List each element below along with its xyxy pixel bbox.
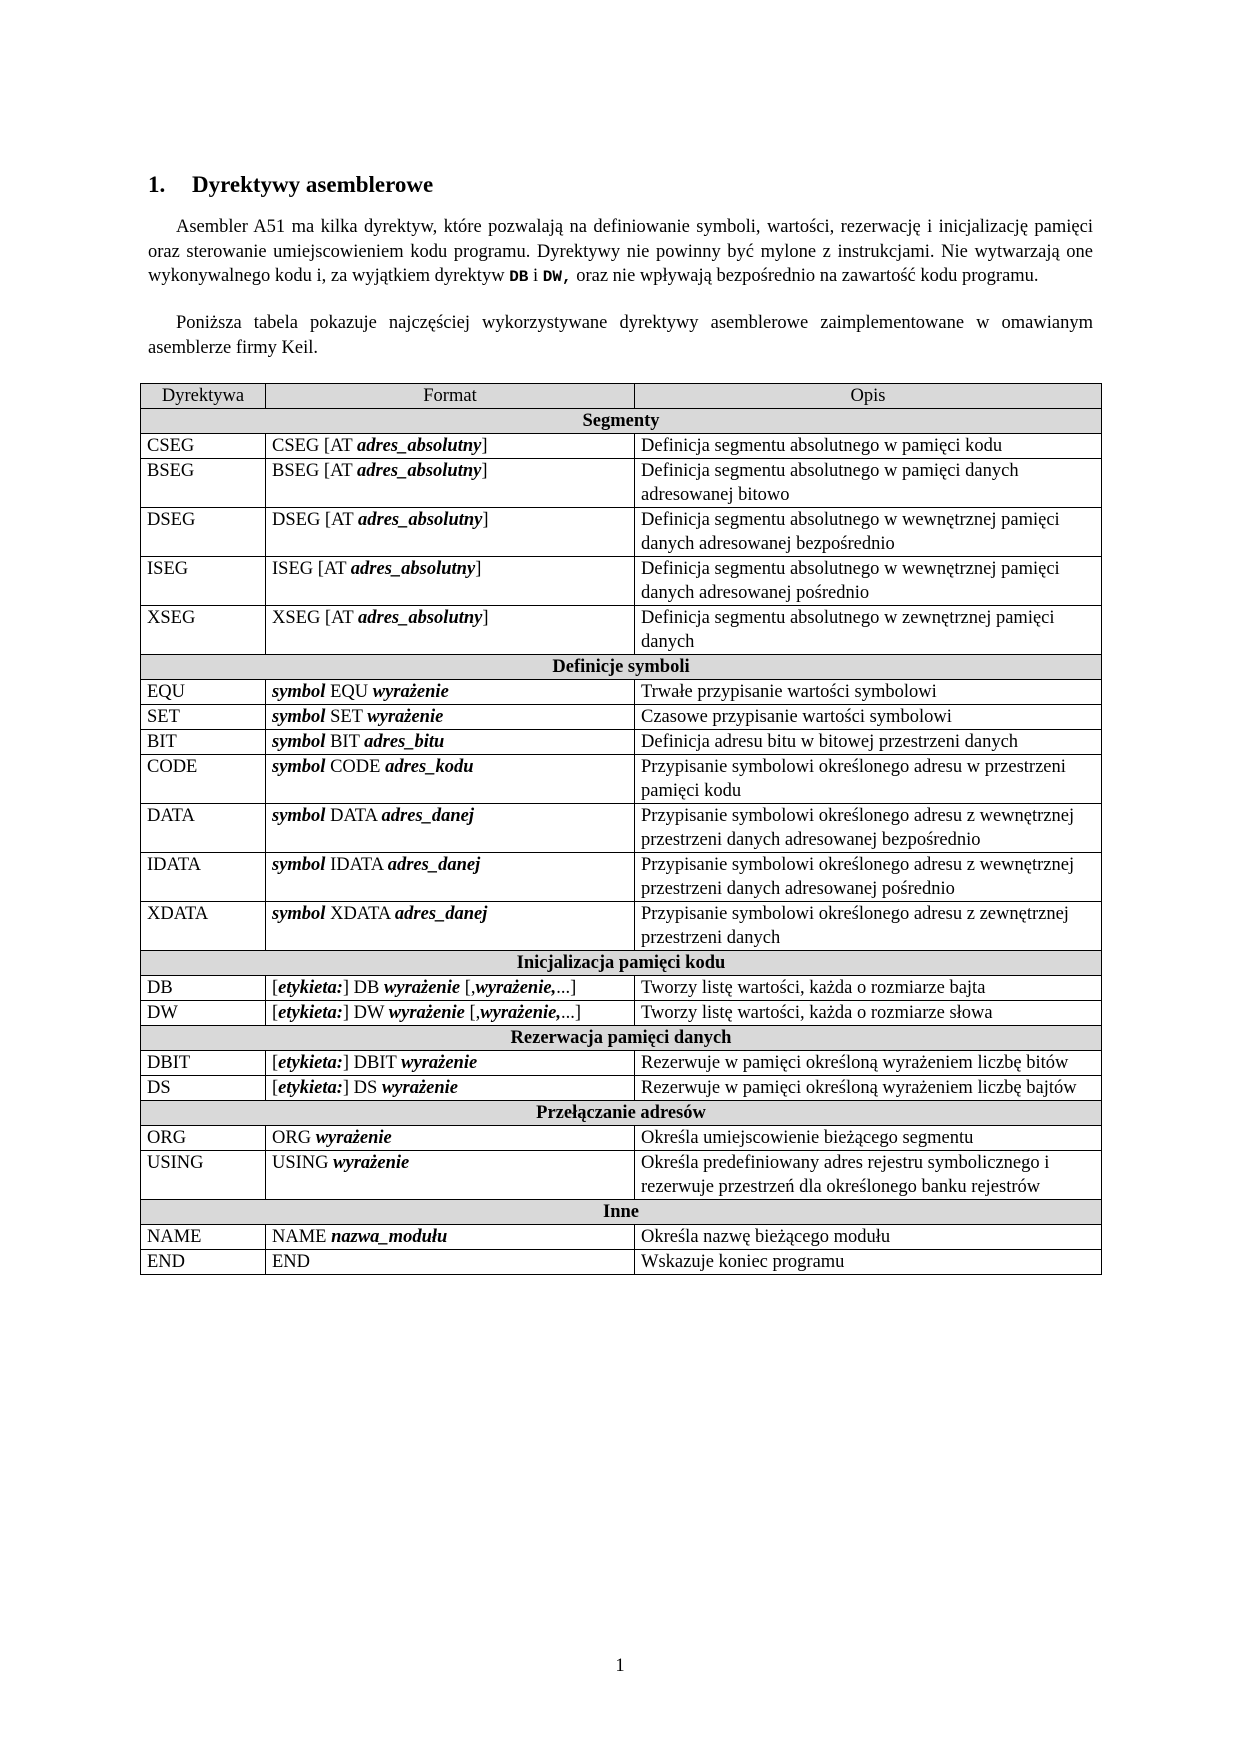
table-row [141,1126,1102,1151]
table-row [141,1225,1102,1250]
directive-cell: END [141,1250,266,1275]
intro-text-3: oraz nie wpływają bezpośrednio na zawartość kodu programu. [571,266,1039,286]
format-literal: XSEG [AT [272,608,358,628]
format-parameter: symbol [272,855,326,875]
format-literal: ] DW [342,1003,389,1023]
format-literal: CODE [325,757,386,777]
format-literal: BSEG [AT [272,461,357,481]
table-row [141,755,1102,804]
format-literal: END [272,1252,311,1272]
format-literal: [ [272,978,279,998]
format-literal: ] DB [342,978,385,998]
format-literal: DATA [325,806,382,826]
format-parameter: etykieta: [278,1053,343,1073]
directive-cell: CODE [141,755,266,804]
format-parameter: wyrażenie [401,1053,478,1073]
format-cell [266,1076,635,1101]
format-literal: USING [272,1153,334,1173]
format-parameter: adres_absolutny [350,559,476,579]
directive-cell: XSEG [141,606,266,655]
format-parameter: adres_bitu [364,732,445,752]
format-parameter: wyrażenie [367,707,444,727]
format-literal: [ [272,1078,279,1098]
intro-text-2: i [528,266,543,286]
format-parameter: wyrażenie [315,1128,392,1148]
format-literal: ] [481,436,488,456]
section-title-cell: Rezerwacja pamięci danych [141,1026,1102,1051]
description-cell: Rezerwuje w pamięci określoną wyrażeniem liczbę bajtów [635,1076,1102,1101]
format-parameter: etykieta: [278,1078,343,1098]
directive-cell: CSEG [141,434,266,459]
table-row [141,705,1102,730]
format-literal: IDATA [325,855,388,875]
format-literal: ...] [556,978,577,998]
format-parameter: symbol [272,732,326,752]
format-parameter: adres_danej [387,855,481,875]
section-title-cell: Segmenty [141,409,1102,434]
table-row [141,680,1102,705]
format-parameter: etykieta: [278,978,343,998]
format-parameter: wyrażenie [381,1078,459,1098]
format-literal: ] [481,461,488,481]
format-literal: [ [272,1003,279,1023]
column-header-format: Format [266,384,635,409]
section-row [141,1200,1102,1225]
table-header-row [141,384,1102,409]
section-row [141,409,1102,434]
format-cell [266,459,635,508]
format-cell [266,902,635,951]
directive-cell: DBIT [141,1051,266,1076]
directive-cell: DW [141,1001,266,1026]
description-cell: Wskazuje koniec programu [635,1250,1102,1275]
format-literal: ISEG [AT [272,559,351,579]
format-parameter: wyrażenie, [475,978,557,998]
format-parameter: wyrażenie [388,1003,465,1023]
format-parameter: symbol [272,757,326,777]
format-literal: CSEG [AT [272,436,357,456]
format-cell [266,853,635,902]
format-cell [266,680,635,705]
format-literal: NAME [272,1227,332,1247]
format-parameter: symbol [272,682,326,702]
format-parameter: symbol [272,904,326,924]
directives-table [140,383,1102,1275]
format-cell [266,606,635,655]
description-cell: Definicja segmentu absolutnego w zewnętrznej pamięci danych [635,606,1102,655]
description-cell: Definicja adresu bitu w bitowej przestrzeni danych [635,730,1102,755]
section-title-cell: Definicje symboli [141,655,1102,680]
description-cell: Definicja segmentu absolutnego w pamięci danych adresowanej bitowo [635,459,1102,508]
description-cell: Określa predefiniowany adres rejestru symbolicznego i rezerwuje przestrzeń dla określonego banku rejestrów [635,1151,1102,1200]
format-parameter: adres_absolutny [358,510,483,530]
format-parameter: adres_absolutny [358,608,483,628]
directive-cell: IDATA [141,853,266,902]
format-parameter: adres_absolutny [356,436,482,456]
format-literal: ] DS [342,1078,382,1098]
description-cell: Przypisanie symbolowi określonego adresu w przestrzeni pamięci kodu [635,755,1102,804]
table-row [141,434,1102,459]
format-cell [266,1001,635,1026]
section-title: Dyrektywy asemblerowe [192,172,434,197]
description-cell: Tworzy listę wartości, każda o rozmiarze bajta [635,976,1102,1001]
directive-cell: XDATA [141,902,266,951]
code-dw: DW, [542,268,572,286]
format-cell [266,1250,635,1275]
table-row [141,902,1102,951]
format-literal: ] DBIT [342,1053,402,1073]
format-parameter: wyrażenie, [480,1003,561,1023]
format-cell [266,1151,635,1200]
section-heading [148,172,433,198]
description-cell: Czasowe przypisanie wartości symbolowi [635,705,1102,730]
description-cell: Przypisanie symbolowi określonego adresu z zewnętrznej przestrzeni danych [635,902,1102,951]
format-literal: DSEG [AT [272,510,358,530]
directive-cell: EQU [141,680,266,705]
section-row [141,655,1102,680]
table-body [141,409,1102,1275]
table-row [141,1076,1102,1101]
format-literal: ORG [272,1128,316,1148]
format-parameter: symbol [272,707,326,727]
table-row [141,804,1102,853]
format-literal: ...] [560,1003,582,1023]
section-number: 1. [148,172,166,197]
format-literal: ] [482,510,489,530]
format-parameter: nazwa_modułu [331,1227,448,1247]
format-cell [266,1051,635,1076]
format-cell [266,434,635,459]
format-literal: EQU [325,682,373,702]
description-cell: Definicja segmentu absolutnego w wewnętrznej pamięci danych adresowanej bezpośrednio [635,508,1102,557]
format-parameter: wyrażenie [384,978,461,998]
section-title-cell: Inicjalizacja pamięci kodu [141,951,1102,976]
table-row [141,730,1102,755]
format-cell [266,1126,635,1151]
section-row [141,951,1102,976]
description-cell: Przypisanie symbolowi określonego adresu z wewnętrznej przestrzeni danych adresowanej pośrednio [635,853,1102,902]
format-cell [266,557,635,606]
format-parameter: adres_danej [394,904,488,924]
column-header-directive: Dyrektywa [141,384,266,409]
section-row [141,1101,1102,1126]
format-cell [266,755,635,804]
intro-text-1: Asembler A51 ma kilka dyrektyw, które pozwalają na definiowanie symboli, wartości, rezerwację i inicjalizację pamięci oraz sterowanie umiejscowieniem kodu programu. Dyrektywy nie powinny być mylone z instrukcjami. Nie wytwarzają one wykonywalnego kodu i, za wyjątkiem dyrektyw [148,217,1093,286]
directive-cell: NAME [141,1225,266,1250]
format-parameter: adres_kodu [385,757,474,777]
description-cell: Definicja segmentu absolutnego w pamięci kodu [635,434,1102,459]
format-literal: [ [272,1053,279,1073]
format-parameter: symbol [272,806,326,826]
column-header-description: Opis [635,384,1102,409]
section-title-cell: Przełączanie adresów [141,1101,1102,1126]
directive-cell: BIT [141,730,266,755]
format-cell [266,976,635,1001]
description-cell: Trwałe przypisanie wartości symbolowi [635,680,1102,705]
table-row [141,508,1102,557]
directive-cell: DATA [141,804,266,853]
table-row [141,606,1102,655]
directive-cell: DB [141,976,266,1001]
description-cell: Definicja segmentu absolutnego w wewnętrznej pamięci danych adresowanej pośrednio [635,557,1102,606]
section-title-cell: Inne [141,1200,1102,1225]
page-number: 1 [615,1656,625,1676]
directive-cell: ISEG [141,557,266,606]
format-literal: ] [475,559,482,579]
format-literal: BIT [325,732,365,752]
description-cell: Określa nazwę bieżącego modułu [635,1225,1102,1250]
table-row [141,1001,1102,1026]
format-literal: ] [482,608,489,628]
format-literal: [, [460,978,476,998]
table-row [141,1051,1102,1076]
directive-cell: DSEG [141,508,266,557]
format-cell [266,705,635,730]
format-parameter: adres_danej [381,806,475,826]
intro-paragraph-2: Poniższa tabela pokazuje najczęściej wykorzystywane dyrektywy asemblerowe zaimplementowane w omawianym asemblerze firmy Keil. [148,313,1093,358]
description-cell: Rezerwuje w pamięci określoną wyrażeniem liczbę bitów [635,1051,1102,1076]
description-cell: Tworzy listę wartości, każda o rozmiarze słowa [635,1001,1102,1026]
table-row [141,557,1102,606]
format-parameter: etykieta: [278,1003,343,1023]
format-parameter: wyrażenie [372,682,449,702]
format-literal: [, [464,1003,481,1023]
table-row [141,853,1102,902]
format-parameter: wyrażenie [333,1153,410,1173]
directive-cell: BSEG [141,459,266,508]
format-parameter: adres_absolutny [356,461,482,481]
intro-paragraph-1 [148,215,1093,290]
directive-cell: SET [141,705,266,730]
format-literal: SET [325,707,368,727]
code-db: DB [509,268,529,286]
format-literal: XDATA [325,904,395,924]
directive-cell: DS [141,1076,266,1101]
table-row [141,976,1102,1001]
directive-cell: USING [141,1151,266,1200]
format-cell [266,804,635,853]
directive-cell: ORG [141,1126,266,1151]
table-row [141,1151,1102,1200]
description-cell: Przypisanie symbolowi określonego adresu z wewnętrznej przestrzeni danych adresowanej bezpośrednio [635,804,1102,853]
description-cell: Określa umiejscowienie bieżącego segmentu [635,1126,1102,1151]
table-row [141,459,1102,508]
section-row [141,1026,1102,1051]
format-cell [266,1225,635,1250]
format-cell [266,730,635,755]
table-row [141,1250,1102,1275]
format-cell [266,508,635,557]
